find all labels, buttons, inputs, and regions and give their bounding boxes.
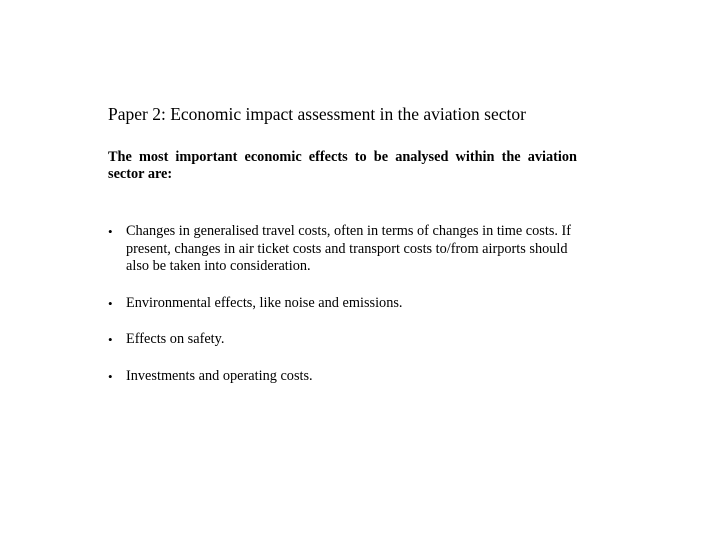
list-item <box>108 331 586 349</box>
intro-text: The most important economic effects to be analysed within the aviation sector are: <box>108 149 577 182</box>
list-item-text: Effects on safety. <box>126 331 225 347</box>
bullet-list <box>108 223 586 404</box>
bullet-icon: • <box>108 295 113 311</box>
page-title: Paper 2: Economic impact assessment in the aviation sector <box>108 104 526 124</box>
list-item <box>108 223 586 276</box>
list-item-text: Changes in generalised travel costs, often in terms of changes in time costs. If present, changes in air ticket costs and transport costs to/from airports should also be taken into consideration. <box>126 223 572 274</box>
bullet-icon: • <box>108 224 113 239</box>
list-item-text: Investments and operating costs. <box>126 367 313 384</box>
list-item-text: Environmental effects, like noise and emissions. <box>126 294 403 311</box>
list-item <box>108 295 586 313</box>
bullet-icon: • <box>108 368 113 384</box>
bullet-icon: • <box>108 332 113 347</box>
list-item <box>108 368 586 386</box>
